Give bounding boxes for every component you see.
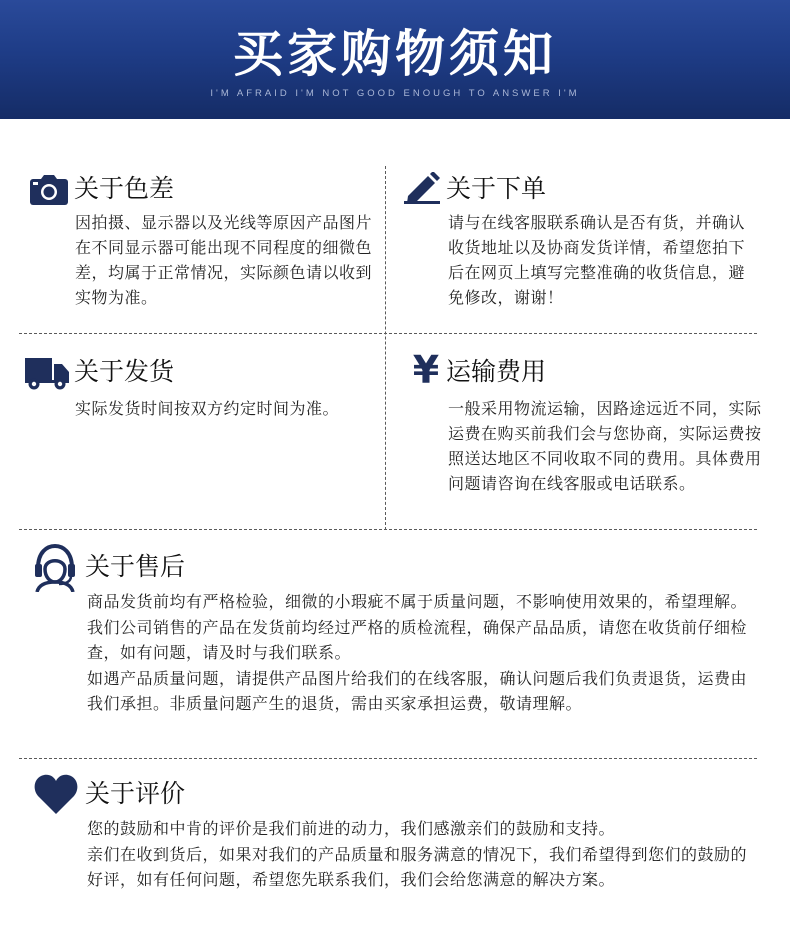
after-sales-paragraph: 商品发货前均有严格检验，细微的小瑕疵不属于质量问题，不影响使用效果的，希望理解。 <box>87 592 748 611</box>
after-sales-paragraph: 如遇产品质量问题，请提供产品图片给我们的在线客服，确认问题后我们负责退货，运费由我们承担。非质量问题产生的退货，需由买家承担运费，敬请理解。 <box>87 668 748 713</box>
section-title-shipping: 关于发货 <box>74 357 175 386</box>
section-text-after-sales <box>87 589 757 717</box>
customer-service-icon <box>33 544 77 592</box>
section-title-reviews: 关于评价 <box>85 779 186 808</box>
page-subtitle: I'M AFRAID I'M NOT GOOD ENOUGH TO ANSWER I'M <box>210 88 580 99</box>
row-divider-1 <box>19 333 757 334</box>
section-title-after-sales: 关于售后 <box>85 552 186 581</box>
section-text-shipping: 实际发货时间按双方约定时间为准。 <box>75 399 340 418</box>
section-text-color-diff: 因拍摄、显示器以及光线等原因产品图片在不同显示器可能出现不同程度的细微色差，均属于正常情况，实际颜色请以收到实物为准。 <box>75 213 373 307</box>
row-divider-2 <box>19 529 757 530</box>
header-banner <box>0 0 790 119</box>
page-title: 买家购物须知 <box>233 25 557 83</box>
section-text-freight: 一般采用物流运输，因路途远近不同，实际运费在购买前我们会与您协商，实际运费按照送达地区不同收取不同的费用。具体费用问题请咨询在线客服或电话联系。 <box>448 399 762 493</box>
section-title-color-diff: 关于色差 <box>74 174 175 203</box>
section-text-reviews <box>87 816 757 893</box>
section-text-ordering: 请与在线客服联系确认是否有货，并确认收货地址以及协商发货详情，希望您拍下后在网页上填写完整准确的收货信息，避免修改，谢谢！ <box>448 213 746 307</box>
section-title-ordering: 关于下单 <box>446 174 547 203</box>
row-divider-3 <box>19 758 757 759</box>
truck-icon <box>25 356 69 390</box>
pencil-icon <box>404 172 440 204</box>
heart-icon <box>34 774 78 814</box>
column-divider-top <box>385 166 386 530</box>
camera-icon <box>30 175 68 205</box>
reviews-paragraph: 亲们在收到货后，如果对我们的产品质量和服务满意的情况下，我们希望得到您们的鼓励的好评，如有任何问题，希望您先联系我们，我们会给您满意的解决方案。 <box>87 844 748 889</box>
reviews-paragraph: 您的鼓励和中肯的评价是我们前进的动力，我们感激亲们的鼓励和支持。 <box>87 819 616 838</box>
yen-icon: ¥ <box>412 348 440 392</box>
section-title-freight: 运输费用 <box>446 357 547 386</box>
after-sales-paragraph: 我们公司销售的产品在发货前均经过严格的质检流程，确保产品品质，请您在收货前仔细检查，如有问题，请及时与我们联系。 <box>87 617 748 662</box>
